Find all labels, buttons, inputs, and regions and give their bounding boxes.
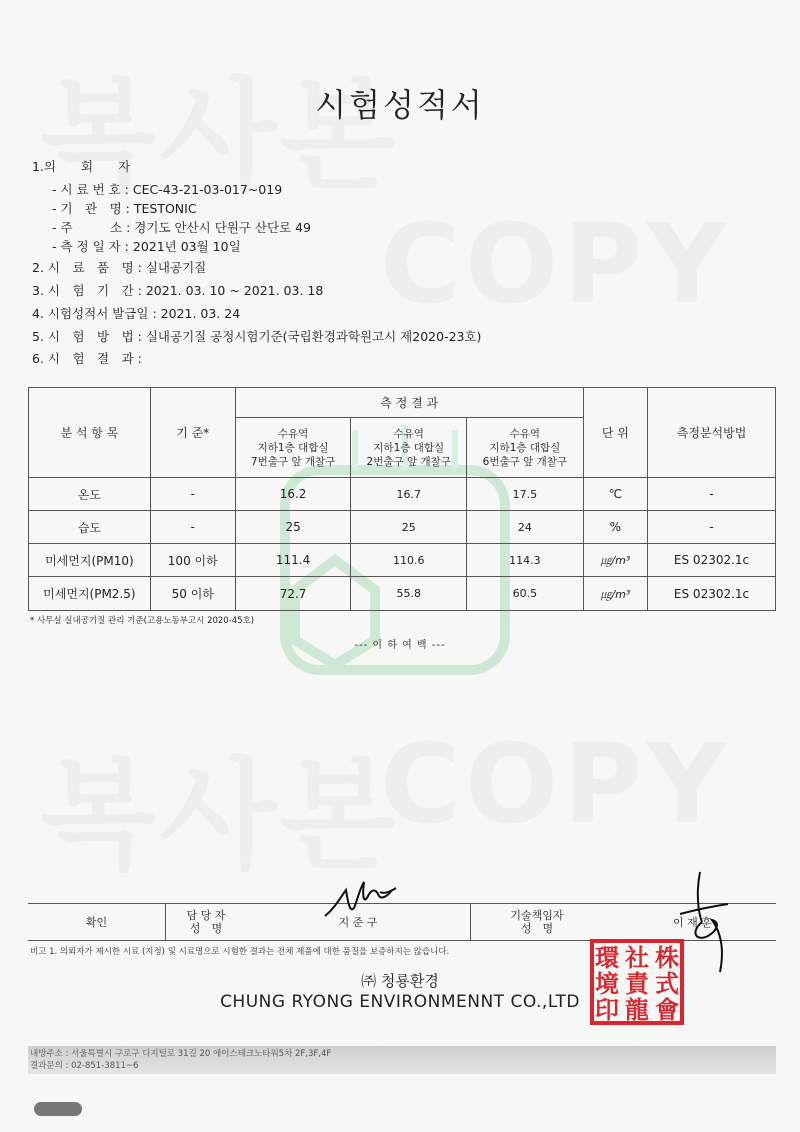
sample-number: - 시 료 번 호 : CEC-43-21-03-017~019 [52, 182, 283, 197]
location-3: 수유역 지하1층 대합실 6번출구 앞 개찰구 [467, 418, 584, 478]
signature-1-icon [320, 868, 410, 928]
svg-text:環: 環 [595, 943, 619, 972]
person-name: 지 준 구 [246, 904, 471, 941]
requester-org: - 기 관 명 : TESTONIC [52, 201, 197, 216]
requester-address: - 주 소 : 경기도 안산시 단원구 산단로 49 [52, 220, 311, 235]
svg-text:株: 株 [655, 943, 679, 972]
header-measurement: 측 정 결 과 [235, 388, 583, 418]
row-value-2: 25 [351, 511, 467, 544]
location-2: 수유역 지하1층 대합실 2번출구 앞 개찰구 [351, 418, 467, 478]
row-value-3: 17.5 [467, 478, 584, 511]
row-item: 미세먼지(PM10) [29, 544, 151, 577]
header-unit: 단 위 [583, 388, 647, 478]
row-item: 미세먼지(PM2.5) [29, 577, 151, 611]
company-seal-icon [589, 938, 685, 1026]
footer-phone: 결과문의 : 02-851-3811~6 [30, 1061, 139, 1071]
row-value-2: 16.7 [351, 478, 467, 511]
row-method: - [648, 478, 776, 511]
row-method: - [648, 511, 776, 544]
end-mark: --- 이 하 여 백 --- [354, 640, 446, 651]
test-period: 3. 시 험 기 간 : 2021. 03. 10 ~ 2021. 03. 18 [32, 283, 324, 298]
svg-text:會: 會 [655, 995, 679, 1024]
table-row [29, 577, 776, 611]
svg-text:境: 境 [595, 969, 619, 998]
row-method: ES 02302.1c [648, 544, 776, 577]
table-footnote: * 사무실 실내공기질 관리 기준(고용노동부고시 2020-45호) [30, 616, 255, 626]
sample-name: 2. 시 료 품 명 : 실내공기질 [32, 260, 207, 275]
svg-text:印: 印 [595, 995, 619, 1024]
confirm-label: 확인 [28, 904, 166, 941]
test-method: 5. 시 험 방 법 : 실내공기질 공정시험기준(국립환경과학원고시 제2020-23호) [32, 329, 482, 344]
disclaimer: 비고 1. 의뢰자가 제시한 시료 (지정) 및 시료명으로 시험한 결과는 전체 제품에 대한 품질을 보증하지는 않습니다. [30, 947, 450, 957]
table-row [29, 478, 776, 511]
row-unit: ㎍/m³ [583, 544, 647, 577]
watermark-copy-english [380, 720, 731, 848]
row-value-2: 55.8 [351, 577, 467, 611]
svg-text:社: 社 [625, 943, 649, 972]
row-value-1: 16.2 [235, 478, 351, 511]
row-value-1: 25 [235, 511, 351, 544]
header-method: 측정분석방법 [648, 388, 776, 478]
row-item: 온도 [29, 478, 151, 511]
row-value-2: 110.6 [351, 544, 467, 577]
results-heading: 6. 시 험 결 과 : [32, 351, 142, 366]
row-value-3: 24 [467, 511, 584, 544]
tech-manager-label: 기술책임자 성 명 [471, 904, 604, 941]
requester-heading: 1.의 회 자 [32, 159, 131, 174]
row-method: ES 02302.1c [648, 577, 776, 611]
header-standard: 기 준* [150, 388, 235, 478]
row-standard: - [150, 511, 235, 544]
issue-date: 4. 시험성적서 발급일 : 2021. 03. 24 [32, 306, 241, 321]
company-name-korean: ㈜ 청룡환경 [361, 972, 439, 990]
svg-text:式: 式 [655, 969, 679, 998]
document-title: 시험성적서 [315, 86, 485, 124]
company-name-english: CHUNG RYONG ENVIRONMENNT CO.,LTD [220, 992, 580, 1012]
footer-bar [28, 1046, 776, 1074]
measurement-date: - 측 정 일 자 : 2021년 03월 10일 [52, 239, 241, 254]
header-item: 분 석 항 목 [29, 388, 151, 478]
watermark-copy-korean [40, 720, 400, 892]
svg-text:責: 責 [625, 969, 649, 998]
row-standard: - [150, 478, 235, 511]
row-unit: ㎍/m³ [583, 577, 647, 611]
row-value-1: 111.4 [235, 544, 351, 577]
results-table [28, 387, 776, 611]
footer-logo-icon [34, 1102, 82, 1116]
row-standard: 100 이하 [150, 544, 235, 577]
location-1: 수유역 지하1층 대합실 7번출구 앞 개찰구 [235, 418, 351, 478]
svg-text:龍: 龍 [625, 995, 649, 1024]
row-value-3: 114.3 [467, 544, 584, 577]
watermark-copy-english [380, 200, 731, 328]
row-unit: ℃ [583, 478, 647, 511]
row-value-3: 60.5 [467, 577, 584, 611]
row-standard: 50 이하 [150, 577, 235, 611]
table-row [29, 511, 776, 544]
row-unit: % [583, 511, 647, 544]
tech-manager-name: 이 재 훈 [603, 904, 776, 941]
footer-address: 내방주소 : 서울특별시 구로구 디지털로 31길 20 에이스테크노타워5차 2F,3F,4F [30, 1049, 332, 1059]
row-item: 습도 [29, 511, 151, 544]
person-label: 담 당 자 성 명 [166, 904, 247, 941]
row-value-1: 72.7 [235, 577, 351, 611]
table-row [29, 544, 776, 577]
